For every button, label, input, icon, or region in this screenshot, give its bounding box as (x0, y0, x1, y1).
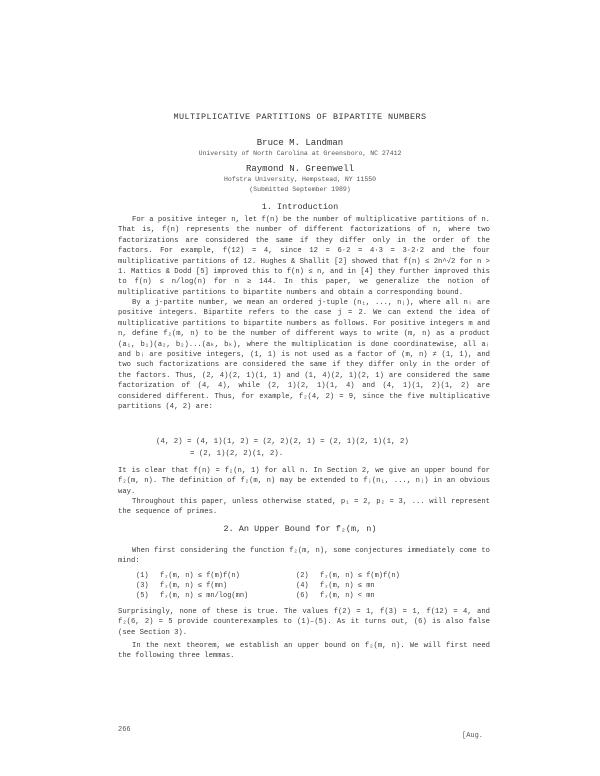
conjecture-formula: f₂(m, n) < mn (320, 592, 375, 600)
intro-paragraph-1: For a positive integer n, let f(n) be the number of multiplicative partitions of n. That is, f(n) represents the number of different factorizations of n, where two factorizations are considered the same if they differ only in the order of the factors. For example, f(12) = 4, since 12 = 6·2 = 4·3 = 3·2·2 and the four multiplicative partitions of 12. Hughes & Shallit [2] showed that f(n) ≤ 2n^√2 for n > 1. Mattics & Dodd [5] improved this to f(n) ≤ n, and in [4] they further improved this to f(n) ≤ n/log(n) for n ≥ 144. In this paper, we generalize the notion of multiplicative partitions to bipartite numbers and obtain a corresponding bound. (118, 216, 490, 297)
section-heading-introduction: 1. Introduction (261, 202, 339, 212)
conjecture-formula: f₂(m, n) ≤ mn (320, 582, 375, 590)
issue-date-marker: [Aug. (462, 732, 484, 740)
conjecture-item (296, 581, 456, 591)
author-affiliation-1: University of North Carolina at Greensboro, NC 27412 (198, 150, 402, 157)
page-number: 266 (118, 726, 131, 734)
conjecture-formula: f₂(m, n) ≤ f(m)f(n) (320, 572, 400, 580)
conjecture-formula: f₂(m, n) ≤ f(m)f(n) (160, 572, 240, 580)
intro-paragraph-2: By a j-partite number, we mean an ordered j-tuple (n₁, ..., nⱼ), where all nᵢ are positive integers. Bipartite refers to the case j = 2. We can extend the idea of multiplicative partitions to bipartite numbers as follows. For positive integers m and n, define f₂(m, n) to be the number of different ways to write (m, n) as a product (a₁, b₁)(a₂, b₂)...(aₖ, bₖ), where the multiplication is done coordinatewise, all aᵢ and bᵢ are positive integers, (1, 1) is not used as a factor of (m, n) ≠ (1, 1), and two such factorizations are considered the same if they differ only in the order of the factors. Thus, (2, 4)(2, 1)(1, 1) and (1, 4)(2, 1)(2, 1) are considered the same factorization of (4, 4), while (2, 1)(2, 1)(1, 4) and (4, 1)(1, 2)(1, 2) are considered different. Thus, for example, f₂(4, 2) = 9, since the five multiplicative partitions (4, 2) are: (118, 299, 490, 412)
conjecture-number: (4) (296, 582, 309, 590)
intro-paragraph-3: It is clear that f(n) = f₂(n, 1) for all n. In Section 2, we give an upper bound for f₂(m, n). The definition of f₂(m, n) may be extended to fⱼ(n₁, ..., nⱼ) in an obvious way. (118, 467, 490, 496)
partition-equation-line-2: = (2, 1)(2, 2)(1, 2). (190, 450, 284, 458)
paper-title: MULTIPLICATIVE PARTITIONS OF BIPARTITE NUMBERS (173, 112, 427, 122)
conjecture-item (136, 571, 296, 581)
section2-paragraph-1: Surprisingly, none of these is true. The values f(2) = 1, f(3) = 1, f(12) = 4, and f₂(6, 2) = 5 provide counterexamples to (1)–(5). As it turns out, (6) is also false (see Section 3). (118, 608, 490, 637)
conjecture-formula: f₂(m, n) ≤ mn/log(mn) (160, 592, 249, 600)
conjecture-item (296, 591, 456, 601)
author-affiliation-2: Hofstra University, Hempstead, NY 11550 (223, 176, 377, 183)
submission-date: (Submitted September 1989) (249, 186, 351, 193)
conjecture-item (296, 571, 456, 581)
conjecture-number: (6) (296, 592, 309, 600)
conjecture-row (136, 581, 456, 591)
author-name-2: Raymond N. Greenwell (245, 164, 355, 174)
section-heading-upper-bound: 2. An Upper Bound for f₂(m, n) (223, 524, 377, 534)
conjecture-number: (2) (296, 572, 309, 580)
partition-equation-line-1: (4, 2) = (4, 1)(1, 2) = (2, 2)(2, 1) = (2, 1)(2, 1)(1, 2) (156, 438, 409, 446)
conjecture-list (136, 571, 456, 601)
section2-paragraph-2: In the next theorem, we establish an upper bound on f₂(m, n). We will first need the following three lemmas. (118, 642, 490, 661)
section2-intro-paragraph: When first considering the function f₂(m, n), some conjectures immediately come to mind: (118, 547, 490, 566)
author-name-1: Bruce M. Landman (256, 138, 344, 148)
conjecture-number: (5) (136, 592, 149, 600)
intro-paragraph-4: Throughout this paper, unless otherwise stated, p₁ = 2, p₂ = 3, ... will represent the sequence of primes. (118, 498, 490, 517)
conjecture-item (136, 581, 296, 591)
conjecture-number: (3) (136, 582, 149, 590)
conjecture-item (136, 591, 296, 601)
conjecture-row (136, 571, 456, 581)
conjecture-number: (1) (136, 572, 149, 580)
conjecture-row (136, 591, 456, 601)
conjecture-formula: f₂(m, n) ≤ f(mn) (160, 582, 228, 590)
